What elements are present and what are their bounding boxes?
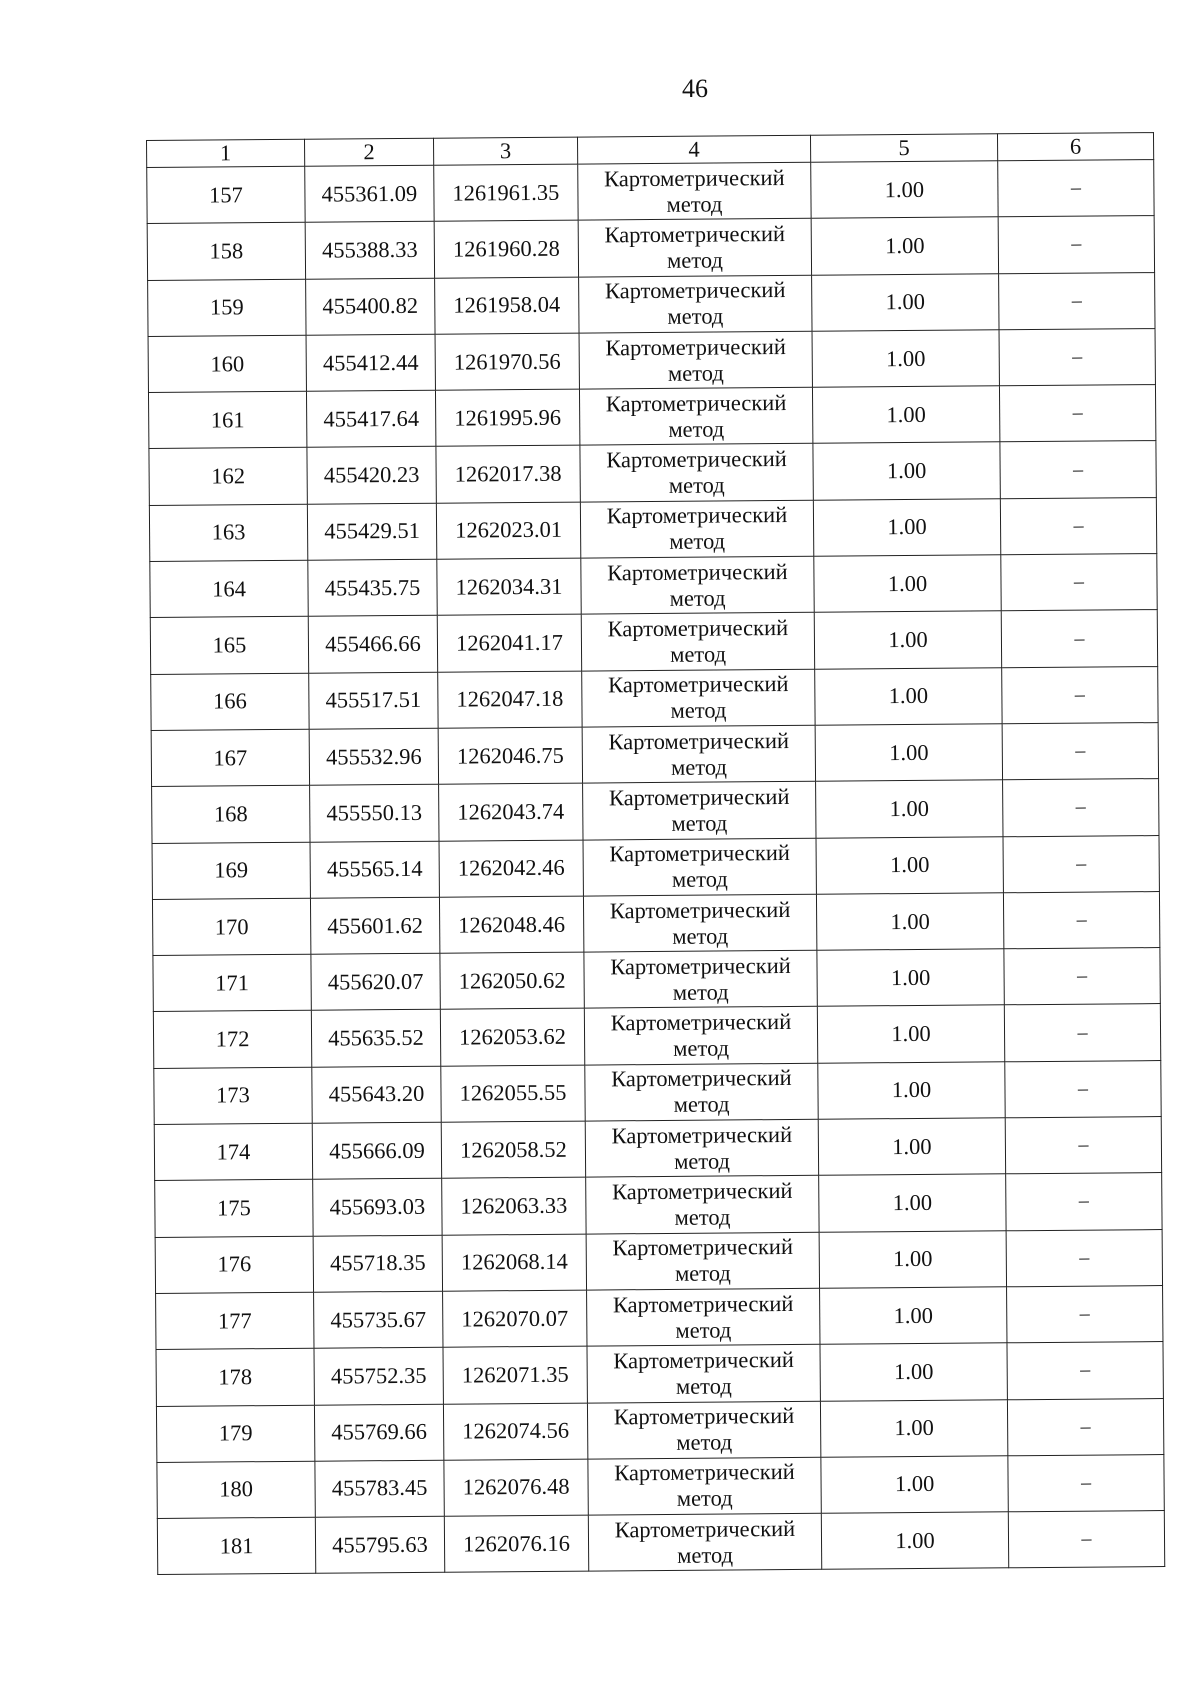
point-number-cell: 175 [155, 1180, 313, 1238]
accuracy-cell: 1.00 [814, 611, 1001, 669]
x-coordinate-cell: 455400.82 [306, 278, 435, 335]
table-row [151, 666, 1158, 730]
point-number-cell: 177 [156, 1292, 314, 1350]
accuracy-cell: 1.00 [816, 836, 1003, 894]
y-coordinate-cell: 1262070.07 [443, 1290, 587, 1347]
point-number-cell: 169 [152, 842, 310, 900]
point-number-cell: 176 [155, 1236, 313, 1294]
y-coordinate-cell: 1262050.62 [440, 952, 584, 1009]
note-cell: – [1003, 891, 1159, 949]
y-coordinate-cell: 1262076.48 [444, 1459, 588, 1516]
method-cell [583, 838, 816, 896]
x-coordinate-cell: 455620.07 [311, 953, 440, 1010]
method-cell [582, 725, 815, 783]
method-cell [579, 387, 812, 445]
point-number-cell: 161 [148, 391, 306, 449]
table-row [147, 160, 1154, 224]
accuracy-cell: 1.00 [811, 217, 998, 275]
point-number-cell: 181 [157, 1517, 315, 1575]
point-number-cell: 180 [157, 1461, 315, 1519]
x-coordinate-cell: 455643.20 [312, 1066, 441, 1123]
y-coordinate-cell: 1262047.18 [438, 671, 582, 728]
y-coordinate-cell: 1261995.96 [435, 389, 579, 446]
y-coordinate-cell: 1262063.33 [442, 1177, 586, 1234]
column-header-3: 3 [433, 137, 577, 165]
note-cell: – [1001, 610, 1157, 668]
note-cell: – [1000, 441, 1156, 499]
accuracy-cell: 1.00 [820, 1343, 1007, 1401]
method-cell [588, 1457, 821, 1515]
note-cell: – [998, 160, 1154, 218]
method-cell [584, 950, 817, 1008]
table-row [148, 272, 1155, 336]
accuracy-cell: 1.00 [817, 949, 1004, 1007]
method-cell [583, 894, 816, 952]
accuracy-cell: 1.00 [819, 1230, 1006, 1288]
y-coordinate-cell: 1262023.01 [436, 502, 580, 559]
method-text: Картометрический метод [609, 840, 790, 893]
method-text: Картометрический метод [605, 389, 787, 442]
x-coordinate-cell: 455417.64 [306, 390, 435, 447]
accuracy-cell: 1.00 [812, 330, 999, 388]
x-coordinate-cell: 455420.23 [307, 447, 436, 504]
method-text: Картометрический метод [614, 1515, 796, 1568]
method-text: Картометрический метод [607, 558, 788, 611]
table-row [150, 610, 1157, 674]
table-row [149, 497, 1156, 561]
table-row [152, 891, 1159, 955]
table-row [154, 1117, 1161, 1181]
note-cell: – [1006, 1173, 1162, 1231]
method-cell [587, 1344, 820, 1402]
page-number: 46 [682, 74, 708, 103]
method-text: Картометрический метод [613, 1346, 794, 1399]
method-text: Картометрический метод [611, 1121, 793, 1174]
table-row [156, 1398, 1163, 1462]
y-coordinate-cell: 1262034.31 [437, 558, 581, 615]
method-text: Картометрический метод [609, 896, 791, 949]
x-coordinate-cell: 455718.35 [313, 1235, 442, 1292]
x-coordinate-cell: 455412.44 [306, 334, 435, 391]
note-cell: – [1005, 1060, 1161, 1118]
table-row [153, 948, 1160, 1012]
table-row [155, 1173, 1162, 1237]
table-row [154, 1060, 1161, 1124]
table-row [147, 216, 1154, 280]
y-coordinate-cell: 1261970.56 [435, 333, 579, 390]
method-cell [582, 669, 815, 727]
note-cell: – [1004, 948, 1160, 1006]
method-text: Картометрический метод [611, 1065, 792, 1118]
table-row [152, 779, 1159, 843]
table-row [156, 1342, 1163, 1406]
method-cell [586, 1232, 819, 1290]
note-cell: – [1003, 835, 1159, 893]
accuracy-cell: 1.00 [814, 555, 1001, 613]
method-text: Картометрический метод [604, 277, 786, 330]
method-text: Картометрический метод [608, 727, 790, 780]
note-cell: – [1001, 554, 1157, 612]
method-cell [587, 1401, 820, 1459]
accuracy-cell: 1.00 [813, 499, 1000, 557]
column-header-6: 6 [997, 133, 1153, 161]
x-coordinate-cell: 455550.13 [310, 784, 439, 841]
accuracy-cell: 1.00 [818, 1118, 1005, 1176]
y-coordinate-cell: 1262042.46 [439, 840, 583, 897]
accuracy-cell: 1.00 [812, 273, 999, 331]
method-cell [584, 1007, 817, 1065]
x-coordinate-cell: 455435.75 [308, 559, 437, 616]
method-cell [587, 1288, 820, 1346]
point-number-cell: 170 [152, 898, 310, 956]
note-cell: – [1006, 1229, 1162, 1287]
note-cell: – [1004, 1004, 1160, 1062]
note-cell: – [1002, 666, 1158, 724]
accuracy-cell: 1.00 [820, 1399, 1007, 1457]
y-coordinate-cell: 1262048.46 [439, 896, 583, 953]
method-text: Картометрический метод [606, 502, 788, 555]
note-cell: – [1005, 1117, 1161, 1175]
note-cell: – [1008, 1511, 1164, 1569]
point-number-cell: 157 [147, 166, 305, 224]
note-cell: – [999, 328, 1155, 386]
accuracy-cell: 1.00 [816, 893, 1003, 951]
table-body [147, 160, 1165, 1575]
column-header-5: 5 [810, 134, 997, 162]
accuracy-cell: 1.00 [820, 1287, 1007, 1345]
method-cell [588, 1513, 821, 1571]
method-cell [585, 1119, 818, 1177]
point-number-cell: 171 [153, 954, 311, 1012]
method-text: Картометрический метод [603, 164, 785, 217]
method-cell [581, 556, 814, 614]
x-coordinate-cell: 455795.63 [315, 1516, 444, 1573]
x-coordinate-cell: 455752.35 [314, 1347, 443, 1404]
method-text: Картометрический метод [611, 1177, 793, 1230]
method-cell [578, 162, 811, 220]
x-coordinate-cell: 455429.51 [307, 503, 436, 560]
y-coordinate-cell: 1262068.14 [442, 1234, 586, 1291]
method-text: Картометрический метод [612, 1290, 794, 1343]
y-coordinate-cell: 1261961.35 [434, 164, 578, 221]
point-number-cell: 160 [148, 335, 306, 393]
method-text: Картометрический метод [607, 614, 789, 667]
table-row [157, 1511, 1164, 1575]
x-coordinate-cell: 455532.96 [309, 728, 438, 785]
note-cell: – [999, 272, 1155, 330]
y-coordinate-cell: 1262058.52 [441, 1121, 585, 1178]
x-coordinate-cell: 455769.66 [314, 1404, 443, 1461]
x-coordinate-cell: 455517.51 [309, 672, 438, 729]
y-coordinate-cell: 1262076.16 [444, 1515, 588, 1572]
point-number-cell: 165 [150, 617, 308, 675]
point-number-cell: 162 [149, 448, 307, 506]
table-row [150, 554, 1157, 618]
y-coordinate-cell: 1262041.17 [437, 614, 581, 671]
point-number-cell: 173 [154, 1067, 312, 1125]
x-coordinate-cell: 455735.67 [314, 1291, 443, 1348]
y-coordinate-cell: 1262055.55 [441, 1065, 585, 1122]
point-number-cell: 159 [148, 279, 306, 337]
point-number-cell: 179 [156, 1405, 314, 1463]
note-cell: – [999, 385, 1155, 443]
method-text: Картометрический метод [613, 1403, 795, 1456]
y-coordinate-cell: 1261960.28 [434, 220, 578, 277]
table-row [148, 328, 1155, 392]
accuracy-cell: 1.00 [818, 1062, 1005, 1120]
note-cell: – [1002, 723, 1158, 781]
accuracy-cell: 1.00 [816, 780, 1003, 838]
method-text: Картометрический метод [614, 1459, 795, 1512]
x-coordinate-cell: 455361.09 [305, 165, 434, 222]
method-text: Картометрический метод [610, 952, 791, 1005]
y-coordinate-cell: 1262074.56 [443, 1403, 587, 1460]
table-row [148, 385, 1155, 449]
y-coordinate-cell: 1262017.38 [436, 446, 580, 503]
point-number-cell: 172 [153, 1011, 311, 1069]
method-cell [580, 444, 813, 502]
accuracy-cell: 1.00 [821, 1512, 1008, 1570]
y-coordinate-cell: 1262043.74 [439, 783, 583, 840]
x-coordinate-cell: 455565.14 [310, 841, 439, 898]
point-number-cell: 158 [147, 223, 305, 281]
method-cell [580, 500, 813, 558]
method-cell [581, 613, 814, 671]
table-row [151, 723, 1158, 787]
table-row [153, 1004, 1160, 1068]
point-number-cell: 167 [151, 729, 309, 787]
x-coordinate-cell: 455783.45 [315, 1460, 444, 1517]
x-coordinate-cell: 455466.66 [308, 616, 437, 673]
accuracy-cell: 1.00 [819, 1174, 1006, 1232]
accuracy-cell: 1.00 [815, 724, 1002, 782]
method-cell [585, 1063, 818, 1121]
point-number-cell: 174 [154, 1123, 312, 1181]
method-cell [579, 331, 812, 389]
x-coordinate-cell: 455666.09 [312, 1122, 441, 1179]
column-header-2: 2 [304, 138, 433, 166]
method-text: Картометрический метод [610, 1009, 792, 1061]
method-text: Картометрический метод [612, 1234, 794, 1287]
method-text: Картометрический метод [604, 220, 786, 273]
method-text: Картометрический метод [608, 783, 790, 836]
column-header-4: 4 [577, 135, 810, 164]
y-coordinate-cell: 1262071.35 [443, 1346, 587, 1403]
accuracy-cell: 1.00 [812, 386, 999, 444]
x-coordinate-cell: 455601.62 [310, 897, 439, 954]
point-number-cell: 163 [149, 504, 307, 562]
y-coordinate-cell: 1262053.62 [440, 1009, 584, 1066]
note-cell: – [1007, 1398, 1163, 1456]
note-cell: – [1008, 1454, 1164, 1512]
note-cell: – [998, 216, 1154, 274]
accuracy-cell: 1.00 [817, 1005, 1004, 1063]
point-number-cell: 178 [156, 1348, 314, 1406]
note-cell: – [1007, 1285, 1163, 1343]
note-cell: – [1007, 1342, 1163, 1400]
table-row [149, 441, 1156, 505]
method-cell [579, 275, 812, 333]
method-cell [586, 1176, 819, 1234]
y-coordinate-cell: 1261958.04 [435, 277, 579, 334]
method-cell [578, 219, 811, 277]
method-text: Картометрический метод [605, 333, 786, 386]
method-cell [583, 782, 816, 840]
y-coordinate-cell: 1262046.75 [438, 727, 582, 784]
point-number-cell: 164 [150, 560, 308, 618]
x-coordinate-cell: 455388.33 [305, 222, 434, 279]
accuracy-cell: 1.00 [815, 667, 1002, 725]
accuracy-cell: 1.00 [821, 1456, 1008, 1514]
note-cell: – [1003, 779, 1159, 837]
table-row [155, 1229, 1162, 1293]
method-text: Картометрический метод [607, 671, 789, 724]
column-header-1: 1 [147, 139, 305, 167]
x-coordinate-cell: 455635.52 [311, 1010, 440, 1067]
table-row [152, 835, 1159, 899]
method-text: Картометрический метод [606, 446, 787, 499]
x-coordinate-cell: 455693.03 [313, 1179, 442, 1236]
accuracy-cell: 1.00 [813, 442, 1000, 500]
point-number-cell: 166 [151, 673, 309, 731]
table-row [156, 1285, 1163, 1349]
point-number-cell: 168 [152, 786, 310, 844]
note-cell: – [1000, 497, 1156, 555]
accuracy-cell: 1.00 [811, 161, 998, 219]
table-row [157, 1454, 1164, 1518]
coordinates-table [146, 132, 1165, 1575]
